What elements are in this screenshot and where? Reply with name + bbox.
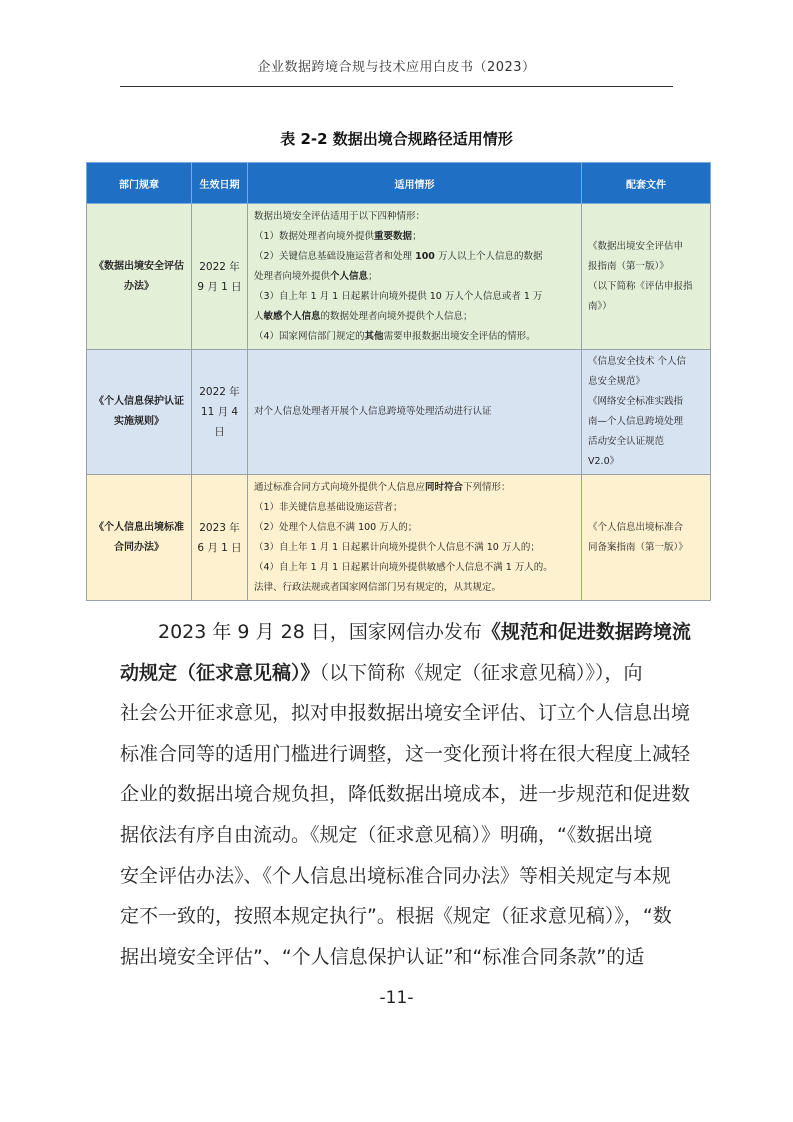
text-segment: （4）国家网信部门规定的 — [254, 330, 365, 342]
body-line — [120, 896, 674, 937]
regulation-cell — [87, 204, 192, 350]
text-segment: 的数据处理者向境外提供个人信息； — [320, 310, 473, 322]
column-header: 配套文件 — [582, 163, 711, 204]
supporting-document-line: 《信息安全技术 个人信 — [588, 356, 687, 367]
text-segment: 通过标准合同方式向境外提供个人信息应 — [254, 481, 426, 493]
text-segment: 标准合同等的适用门槛进行调整，这一变化预计将在很大程度上减轻 — [120, 742, 691, 765]
text-segment: 2023 年 9 月 28 日，国家网信办发布 — [120, 621, 482, 643]
compliance-path-table — [86, 162, 711, 601]
condition-line — [254, 518, 577, 538]
text-segment: 企业的数据出境合规负担，降低数据出境成本，进一步规范和促进数 — [120, 783, 691, 806]
supporting-documents-cell — [582, 475, 711, 601]
condition-line — [254, 478, 577, 498]
effective-date-line: 11 月 4 — [200, 406, 239, 418]
text-segment: 需要申报数据出境安全评估的情形。 — [383, 330, 536, 342]
body-line — [120, 693, 691, 734]
applicable-conditions-cell — [248, 475, 582, 601]
supporting-document-line: 南—个人信息跨境处理 — [588, 416, 684, 427]
supporting-document-line: 《网络安全标准实践指 — [588, 396, 684, 407]
condition-line — [254, 578, 577, 598]
effective-date-line: 6 月 1 日 — [197, 541, 242, 554]
regulation-name: 《个人信息保护认证实施规则》 — [94, 396, 184, 427]
text-segment: 据依法有序自由流动。《规定（征求意见稿）》明确，“《数据出境 — [120, 823, 653, 846]
condition-line — [254, 227, 577, 247]
column-header: 适用情形 — [248, 163, 582, 204]
condition-line — [254, 498, 577, 518]
supporting-document-line: （以下简称《评估申报指 — [588, 280, 693, 292]
effective-date-cell — [192, 350, 248, 475]
text-segment: 法律、行政法规或者国家网信部门另有规定的，从其规定。 — [254, 581, 502, 593]
condition-line — [254, 402, 577, 422]
condition-line — [254, 287, 577, 307]
body-paragraph — [120, 612, 691, 977]
header-rule — [120, 86, 673, 87]
table-header-row — [87, 163, 711, 204]
bold-text: 100 — [415, 250, 435, 262]
condition-line — [254, 327, 577, 347]
body-line — [120, 653, 674, 694]
text-segment: 安全评估办法》、《个人信息出境标准合同办法》等相关规定与本规 — [120, 864, 672, 887]
supporting-documents-cell — [582, 204, 711, 350]
regulation-cell — [87, 475, 192, 601]
bold-text: 《规范和促进数据跨境流 — [481, 621, 691, 643]
text-segment: （2）关键信息基础设施运营者和处理 — [254, 250, 416, 262]
text-segment: 定不一致的，按照本规定执行”。根据《规定（征求意见稿）》，“数 — [120, 905, 672, 928]
text-segment: ； — [368, 270, 378, 282]
condition-line — [254, 267, 577, 287]
text-segment: （以下简称《规定（征求意见稿）》），向 — [319, 661, 643, 684]
text-segment: 据出境安全评估”、“个人信息保护认证”和“标准合同条款”的适 — [120, 945, 645, 968]
page-number: -11- — [379, 988, 414, 1008]
supporting-document-line: 南》） — [588, 300, 612, 312]
text-segment: （1）非关键信息基础设施运营者； — [254, 501, 403, 513]
bold-text: 敏感个人信息 — [263, 310, 321, 322]
effective-date-cell — [192, 475, 248, 601]
text-segment: 人 — [254, 310, 264, 322]
condition-line — [254, 538, 577, 558]
body-line — [120, 815, 674, 856]
bold-text: 同时符合 — [425, 481, 464, 493]
bold-text: 个人信息 — [330, 270, 369, 282]
column-header: 部门规章 — [87, 163, 192, 204]
text-segment: 万人以上个人信息的数据 — [434, 250, 543, 262]
table-caption: 表 2-2 数据出境合规路径适用情形 — [280, 130, 513, 148]
condition-line — [254, 207, 577, 227]
text-segment: 数据出境安全评估适用于以下四种情形： — [254, 210, 426, 222]
bold-text: 重要数据 — [374, 230, 413, 242]
supporting-document-line: 同备案指南（第一版）》 — [588, 541, 688, 553]
table-row — [87, 204, 711, 350]
text-segment: （3）自上年 1 月 1 日起累计向境外提供个人信息不满 10 万人的； — [254, 541, 540, 553]
effective-date-line: 2023 年 — [199, 521, 240, 534]
effective-date-line: 日 — [214, 426, 225, 438]
text-segment: ； — [412, 230, 422, 242]
supporting-document-line: 《个人信息出境标准合 — [588, 521, 684, 533]
regulation-name: 《个人信息出境标准合同办法》 — [94, 521, 184, 553]
supporting-document-line: 活动安全认证规范 — [588, 436, 665, 447]
supporting-document-line: V2.0》 — [588, 456, 620, 467]
body-line — [120, 612, 691, 653]
body-line — [120, 937, 674, 978]
table-row — [87, 350, 711, 475]
table-row — [87, 475, 711, 601]
condition-line — [254, 558, 577, 578]
text-segment: （2）处理个人信息不满 100 万人的； — [254, 521, 418, 533]
text-segment: 社会公开征求意见，拟对申报数据出境安全评估、订立个人信息出境 — [120, 702, 691, 725]
regulation-name: 《数据出境安全评估办法》 — [94, 260, 184, 292]
supporting-document-line: 息安全规范》 — [588, 376, 646, 387]
effective-date-line: 2022 年 — [199, 260, 240, 273]
condition-line — [254, 247, 577, 267]
text-segment: 处理者向境外提供 — [254, 270, 331, 282]
text-segment: （1）数据处理者向境外提供 — [254, 230, 375, 242]
effective-date-cell — [192, 204, 248, 350]
text-segment: 对个人信息处理者开展个人信息跨境等处理活动进行认证 — [254, 406, 492, 417]
body-line — [120, 856, 674, 897]
condition-line — [254, 307, 577, 327]
running-header: 企业数据跨境合规与技术应用白皮书（2023） — [257, 60, 536, 75]
bold-text: 其他 — [364, 330, 384, 342]
text-segment: （3）自上年 1 月 1 日起累计向境外提供 10 万人个人信息或者 1 万 — [254, 290, 543, 302]
body-line — [120, 774, 691, 815]
text-segment: （4）自上年 1 月 1 日起累计向境外提供敏感个人信息不满 1 万人的。 — [254, 561, 553, 573]
regulation-cell — [87, 350, 192, 475]
applicable-conditions-cell — [248, 350, 582, 475]
body-line — [120, 734, 691, 775]
supporting-document-line: 报指南（第一版）》 — [588, 260, 669, 272]
column-header: 生效日期 — [192, 163, 248, 204]
effective-date-line: 9 月 1 日 — [197, 280, 242, 293]
supporting-document-line: 《数据出境安全评估申 — [588, 240, 684, 252]
bold-text: 动规定（征求意见稿）》 — [120, 661, 320, 684]
text-segment: 下列情形： — [463, 481, 511, 493]
applicable-conditions-cell — [248, 204, 582, 350]
effective-date-line: 2022 年 — [199, 386, 240, 398]
supporting-documents-cell — [582, 350, 711, 475]
